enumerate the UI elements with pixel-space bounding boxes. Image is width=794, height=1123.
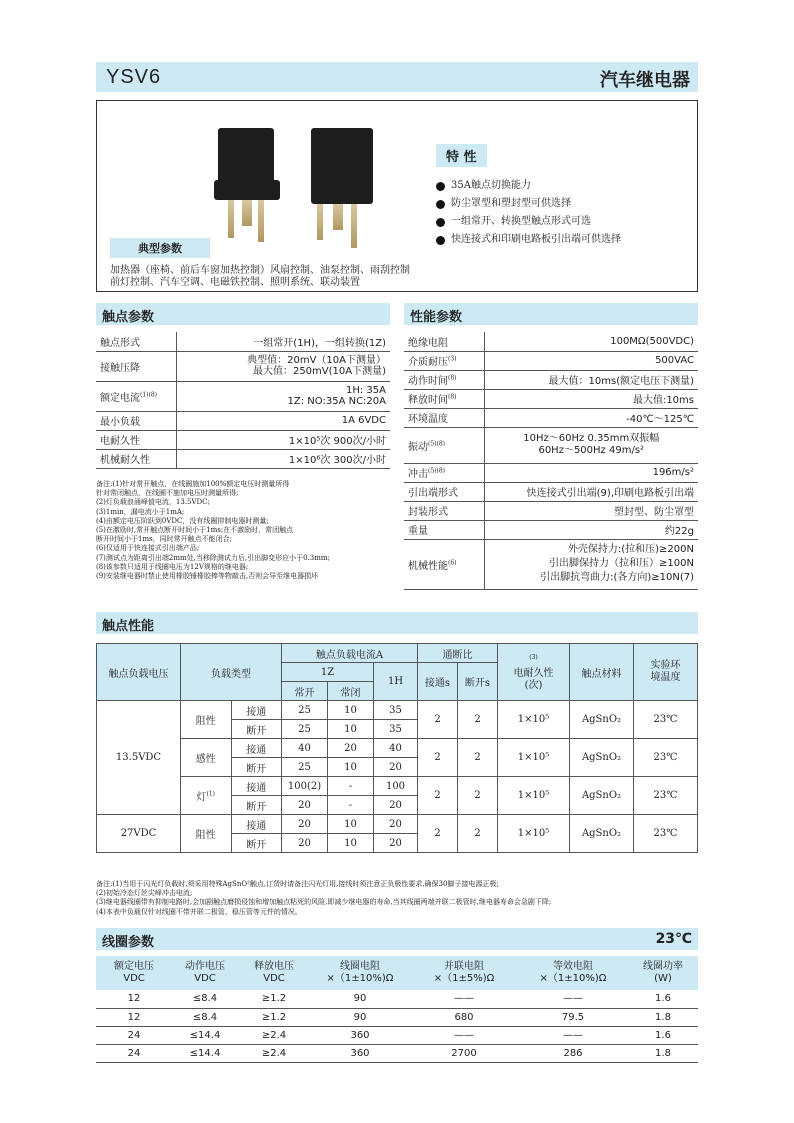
- performance-header: 性能参数: [404, 303, 698, 325]
- table-row: 重量 约22g: [404, 520, 698, 539]
- table-row: 断开 25 10 20: [97, 758, 698, 777]
- table-row: 最小负载 1A 6VDC: [96, 411, 390, 430]
- bullet-icon: [436, 200, 445, 209]
- contact-perf-table: 触点负载电压 负载类型 触点负载电流A 通断比 $^{(3)}$ 电耐久性 (次) 触点材料 实验环 境温度 1Z 1H 接通s 断开s 常开 常闭 13.5VDC 阻性 接通 25 10 35 2 2 1×10⁵ AgSnO₂ 23℃ 断开 25 10 35 感性 接通 40 20 40 2 2 1×10⁵ AgSnO₂ 23℃ 断开 25 10 20 灯$^{(1)}$ 接通 100(2) - 100 2 2 1×10⁵ AgSnO₂ 23℃ 断开 20 - 20 27VDC 阻性 接通 20 10 20 2 2 1×10⁵ AgSnO₂ 23℃ 断开 20 10 20: [96, 643, 698, 853]
- coil-test-temp: 23℃: [655, 931, 692, 947]
- table-row: 介质耐压$^{(3)}$ 500VAC: [404, 351, 698, 370]
- table-row: 引出端形式 快连接式引出端(9),印刷电路板引出端: [404, 482, 698, 501]
- feature-item: 35A触点切换能力: [436, 177, 621, 195]
- table-row: 断开 20 - 20: [97, 796, 698, 815]
- table-row: 24 ≤14.4 ≥2.4 360 2700 286 1.8: [96, 1044, 698, 1062]
- document-title: 汽车继电器: [600, 70, 690, 91]
- table-row: 感性 接通 40 20 40 2 2 1×10⁵ AgSnO₂ 23℃: [97, 739, 698, 758]
- table-row: 振动$^{(5)(8)}$ 10Hz～60Hz 0.35mm双振幅 60Hz～500Hz 49m/s²: [404, 427, 698, 463]
- table-row: 冲击$^{(5)(8)}$ 196m/s²: [404, 463, 698, 482]
- table-row: 机械性能$^{(6)}$ 外壳保持力:(拉和压)≥200N 引出脚保持力（拉和压）≥100N 引出脚抗弯曲力:(各方向)≥10N(7): [404, 539, 698, 589]
- table-row: 接触压降 典型值：20mV（10A下测量） 最大值：250mV(10A下测量): [96, 351, 390, 381]
- table-row: 27VDC 阻性 接通 20 10 20 2 2 1×10⁵ AgSnO₂ 23℃: [97, 815, 698, 834]
- contact-perf-header: 触点性能: [96, 612, 698, 634]
- feature-item: 防尘罩型和塑封型可供选择: [436, 195, 621, 213]
- bullet-icon: [436, 218, 445, 227]
- table-row: 机械耐久性 1×10⁶次 300次/小时: [96, 449, 390, 468]
- contact-params-notes: 备注:(1)针对常开触点，在线圈施加100%额定电压时测量所得 针对常闭触点，在线圈不施加电压时测量所得; (2)灯负载浪涌峰值电流，13.5VDC; (3)1min，漏电流小于1mA; (4)由额定电压阶跃到0VDC，没有线圈抑制电器时测量; (5)在激励时,常开触点断开时间小于1ms;在不激励时，常闭触点 断开时间小于1ms，同时常开触点不能闭合; (6)仅适用于快连接式引出端产品; (7)测试点为距离引出端2mm处,当移除测试力后,引出脚变形应小于0.3mm; (8)该参数只适用于线圈电压为12V规格的继电器; (9)安装继电器时禁止使用橡胶锤橡胶棒等物敲击,否则会导至继电器损坏: [96, 480, 330, 581]
- applications-label: 典型参数: [110, 238, 210, 258]
- model-number: YSV6: [106, 66, 162, 88]
- features-label: 特 性: [436, 144, 487, 167]
- coil-table: 额定电压 VDC 动作电压 VDC 释放电压 VDC 线圈电阻 ×（1±10%)Ω 并联电阻 ×（1±5%)Ω 等效电阻 ×（1±10%)Ω 线圈功率 (W) 12 ≤8.4 ≥1.2 90 —— —— 1.6 12 ≤8.4 ≥1.2 90 680 79.5 1.8 24 ≤14.4 ≥2.4 360 —— —— 1.6 24 ≤14.4 ≥2.4 360 2700 286 1.8: [96, 956, 698, 1063]
- contact-perf-notes: 备注:(1)当用于闪光灯负载时,须采用特殊AgSnO²触点,订货时请备注闪光灯用,接线时须注意正负极性要求,确保30脚子接电源正极; (2)初始冷态灯丝尖峰冲击电流; (3)继电器线圈带有抑制电路时,会加剧触点磨损侵蚀和增加触点粘死的风险,即减少继电器的寿命,当其线圈两端并联二极管时,继电器寿命会急剧下降; (4)本表中负载仅针对线圈不带并联二极管、稳压管等元件的情况。: [96, 880, 552, 916]
- feature-item: 快连接式和印刷电路板引出端可供选择: [436, 231, 621, 249]
- table-row: 绝缘电阻 100MΩ(500VDC): [404, 332, 698, 351]
- table-row: 封装形式 塑封型、防尘罩型: [404, 501, 698, 520]
- table-row: 灯$^{(1)}$ 接通 100(2) - 100 2 2 1×10⁵ AgSnO₂ 23℃: [97, 777, 698, 796]
- feature-item: 一组常开、转换型触点形式可选: [436, 213, 621, 231]
- table-row: 动作时间$^{(8)}$ 最大值：10ms(额定电压下测量): [404, 370, 698, 389]
- contact-params-header: 触点参数: [96, 303, 390, 325]
- features-list: [436, 177, 621, 249]
- bullet-icon: [436, 236, 445, 245]
- table-row: 12 ≤8.4 ≥1.2 90 —— —— 1.6: [96, 990, 698, 1008]
- relay-product-photo-1: [218, 128, 288, 248]
- applications-text: 加热器（座椅、前后车窗加热控制）风扇控制、油泵控制、雨刮控制 前灯控制、汽车空调、电磁铁控制、照明系统、联动装置: [110, 265, 410, 288]
- table-row: 额定电流$^{(1)(8)}$ 1H: 35A 1Z: NO:35A NC:20A: [96, 381, 390, 411]
- table-row: 24 ≤14.4 ≥2.4 360 —— —— 1.6: [96, 1026, 698, 1044]
- relay-product-photo-2: [305, 128, 375, 248]
- bullet-icon: [436, 182, 445, 191]
- table-row: 触点形式 一组常开(1H)，一组转换(1Z): [96, 332, 390, 351]
- table-row: 释放时间$^{(8)}$ 最大值:10ms: [404, 389, 698, 408]
- performance-table: [404, 332, 698, 590]
- table-row: 断开 25 10 35: [97, 720, 698, 739]
- contact-params-table: [96, 332, 390, 469]
- table-row: 断开 20 10 20: [97, 834, 698, 853]
- table-row: 环境温度 -40℃～125℃: [404, 408, 698, 427]
- table-row: 12 ≤8.4 ≥1.2 90 680 79.5 1.8: [96, 1008, 698, 1026]
- table-row: 电耐久性 1×10⁵次 900次/小时: [96, 430, 390, 449]
- coil-header: 线圈参数 23℃: [96, 928, 698, 950]
- table-row: 13.5VDC 阻性 接通 25 10 35 2 2 1×10⁵ AgSnO₂ 23℃: [97, 701, 698, 720]
